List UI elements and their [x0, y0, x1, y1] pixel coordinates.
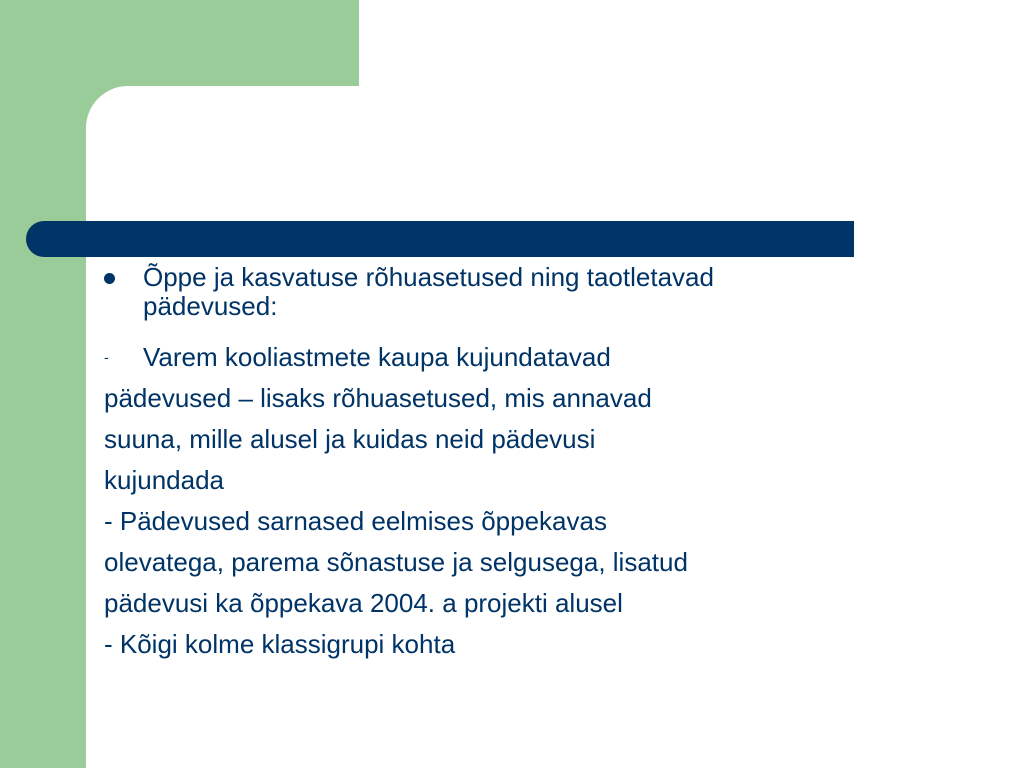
body-line: suuna, mille alusel ja kuidas neid pädevusi	[104, 424, 596, 454]
title-bar	[26, 221, 854, 257]
body-line: - Pädevused sarnased eelmises õppekavas	[104, 506, 607, 536]
bullet-dot-icon	[104, 273, 115, 284]
body-line: pädevusi ka õppekava 2004. a projekti alusel	[104, 588, 623, 618]
body-line: pädevused – lisaks rõhuasetused, mis annavad	[104, 383, 652, 413]
bullet-text-line-1: Õppe ja kasvatuse rõhuasetused ning taotletavad	[143, 262, 714, 292]
dash-marker: -	[104, 349, 109, 365]
body-line: olevatega, parema sõnastuse ja selgusega, lisatud	[104, 547, 688, 577]
body-line: - Kõigi kolme klassigrupi kohta	[104, 629, 456, 659]
body-line: kujundada	[104, 465, 224, 495]
dash-item-text: Varem kooliastmete kaupa kujundatavad	[143, 342, 611, 372]
bullet-text-line-2: pädevused:	[143, 291, 278, 321]
